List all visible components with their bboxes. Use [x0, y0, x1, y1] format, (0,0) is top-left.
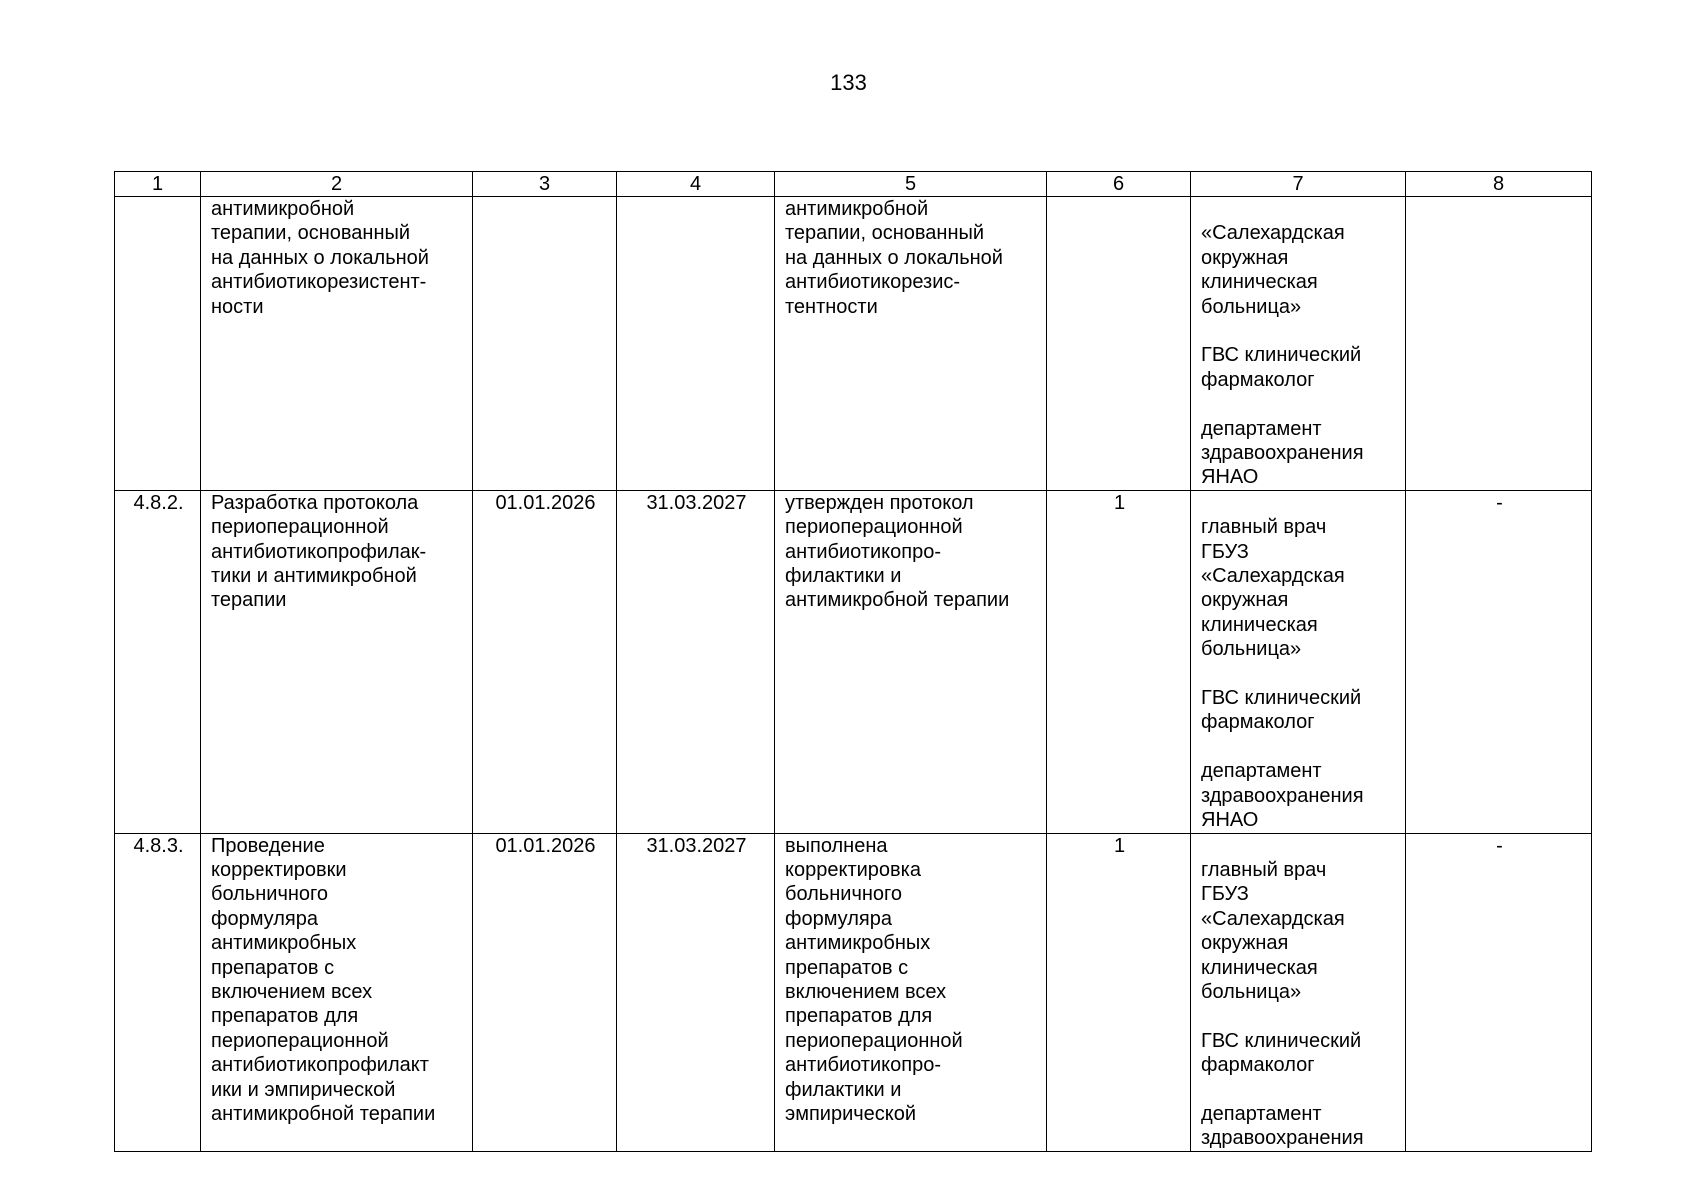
indicator-value: 1: [1047, 490, 1191, 833]
note: -: [1406, 833, 1592, 1151]
activity-name: Проведение корректировки больничного формуляра антимикробных препаратов с включением всех препаратов для периоперационной антибиотикопрофилакт ики и эмпирической антимикробной терапии: [201, 833, 473, 1151]
responsible-cell: [1191, 197, 1406, 491]
column-header: 5: [775, 172, 1047, 197]
row-number: 4.8.2.: [115, 490, 201, 833]
column-header: 2: [201, 172, 473, 197]
table-row: [115, 833, 1592, 1151]
responsible-cell: [1191, 833, 1406, 1151]
indicator-value: [1047, 197, 1191, 491]
end-date: 31.03.2027: [617, 490, 775, 833]
responsible-entry: департамент здравоохранения ЯНАО: [1201, 760, 1364, 832]
activity-name: Разработка протокола периоперационной антибиотикопрофилак- тики и антимикробной терапии: [201, 490, 473, 833]
row-number: [115, 197, 201, 491]
start-date: 01.01.2026: [473, 833, 617, 1151]
column-header: 1: [115, 172, 201, 197]
row-number: 4.8.3.: [115, 833, 201, 1151]
end-date: 31.03.2027: [617, 833, 775, 1151]
responsible-entry: «Салехардская окружная клиническая больница»: [1201, 222, 1345, 318]
column-header: 7: [1191, 172, 1406, 197]
column-header: 3: [473, 172, 617, 197]
responsible-entry: главный врач ГБУЗ «Салехардская окружная клиническая больница»: [1201, 858, 1345, 1003]
responsible-entry: ГВС клинический фармаколог: [1201, 687, 1362, 734]
responsible-cell: [1191, 490, 1406, 833]
table-row: [115, 490, 1592, 833]
result-description: антимикробной терапии, основанный на данных о локальной антибиотикорезис- тентности: [775, 197, 1047, 491]
start-date: [473, 197, 617, 491]
end-date: [617, 197, 775, 491]
responsible-entry: департамент здравоохранения ЯНАО: [1201, 417, 1364, 489]
responsible-entry: ГВС клинический фармаколог: [1201, 1029, 1362, 1077]
result-description: утвержден протокол периоперационной антибиотикопро- филактики и антимикробной терапии: [775, 490, 1047, 833]
table-row: [115, 197, 1592, 491]
responsible-entry: главный врач ГБУЗ «Салехардская окружная клиническая больница»: [1201, 516, 1345, 661]
responsible-entry: департамент здравоохранения: [1201, 1102, 1364, 1150]
indicator-value: 1: [1047, 833, 1191, 1151]
start-date: 01.01.2026: [473, 490, 617, 833]
column-header: 6: [1047, 172, 1191, 197]
result-description: выполнена корректировка больничного формуляра антимикробных препаратов с включением всех препаратов для периоперационной антибиотикопро- филактики и эмпирической: [775, 833, 1047, 1151]
note: [1406, 197, 1592, 491]
column-header: 4: [617, 172, 775, 197]
header-row: [115, 172, 1592, 197]
activity-name: антимикробной терапии, основанный на данных о локальной антибиотикорезистент- ности: [201, 197, 473, 491]
note: -: [1406, 490, 1592, 833]
plan-table: [114, 171, 1592, 1152]
page-number: 133: [830, 70, 867, 95]
responsible-entry: ГВС клинический фармаколог: [1201, 344, 1362, 391]
column-header: 8: [1406, 172, 1592, 197]
